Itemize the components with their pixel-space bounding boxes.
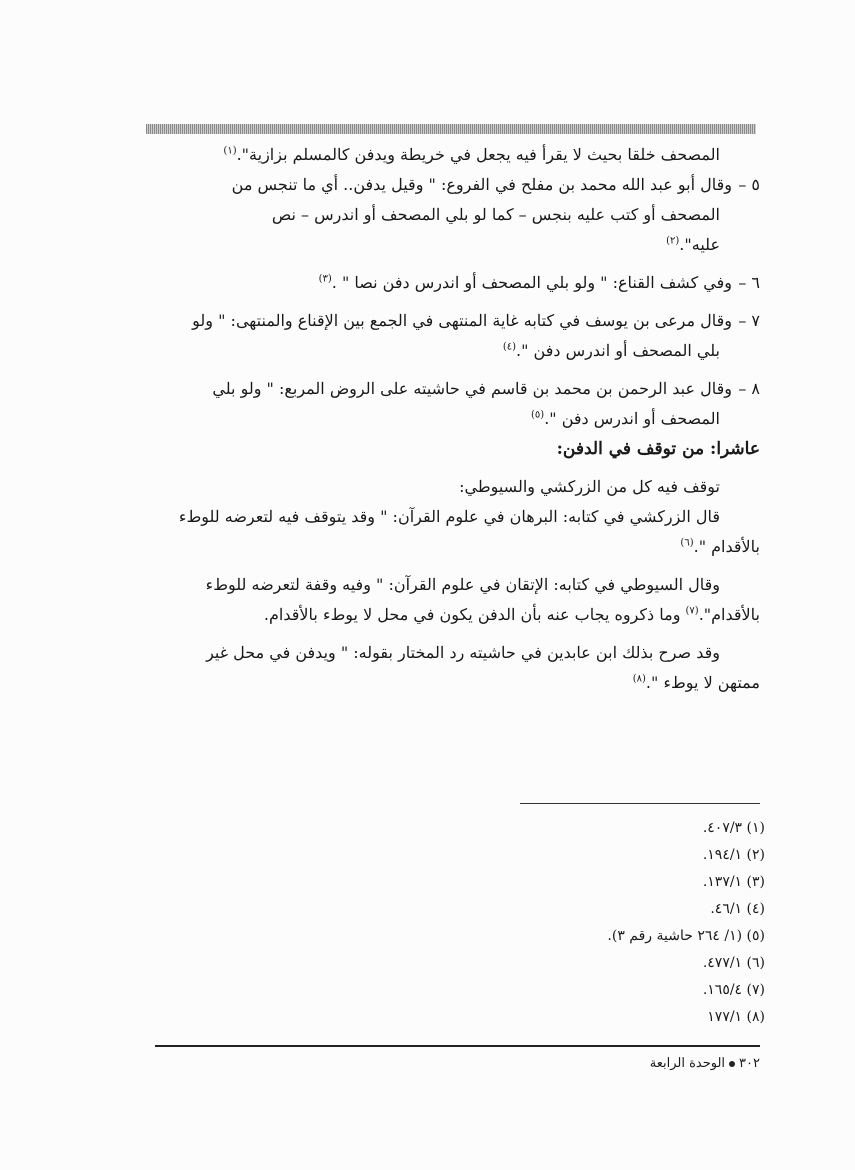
paragraph: قال الزركشي في كتابه: البرهان في علوم القرآن: " وقد يتوقف فيه لتعرضه للوطء [178,507,720,526]
header-band [146,124,756,134]
footnote-ref: (٦) [680,537,694,549]
page-footer [560,1056,760,1071]
item-number: ٦ – [738,273,760,292]
item-5: ٥ –وقال أبو عبد الله محمد بن مفلح في الفروع: " وقيل يدفن.. أي ما تنجس من [140,170,760,200]
item-8-line: المصحف أو اندرس دفن ".$^{(٥)}$ [531,409,720,428]
item-7-line: بلي المصحف أو اندرس دفن ".$^{(٤)}$ [502,341,720,360]
footnotes [420,815,765,1031]
item-5-line: عليه".$^{(٢)}$ [666,235,720,254]
item-number: ٧ – [738,311,760,330]
main-text [140,140,760,698]
item-7: ٧ –وقال مرعى بن يوسف في كتابه غاية المنتهى في الجمع بين الإقناع والمنتهى: " ولو [140,306,760,336]
section-heading: عاشرا: من توقف في الدفن: [556,439,760,459]
paragraph-continuation: المصحف خلقا بحيث لا يقرأ فيه يجعل في خريطة ويدفن كالمسلم بزازية".$^{(١)}$ [223,145,720,164]
paragraph: وقد صرح بذلك ابن عابدين في حاشيته رد المختار بقوله: " ويدفن في محل غير [206,643,720,662]
footnote-separator [520,803,760,804]
paragraph-line: ممتهن لا يوطء ".$^{(٨)}$ [632,673,760,692]
page-number: ٣٠٢ [739,1056,760,1071]
footer-rule [155,1045,760,1047]
footnote-ref: (١) [223,145,237,157]
paragraph: وقال السيوطي في كتابه: الإتقان في علوم القرآن: " وفيه وقفة لتعرضه للوطء [205,575,720,594]
footnote-ref: (٣) [318,273,332,285]
item-8: ٨ –وقال عبد الرحمن بن محمد بن قاسم في حاشيته على الروض المربع: " ولو بلي [140,374,760,404]
item-6: ٦ –وفي كشف القناع: " ولو بلي المصحف أو اندرس دفن نصا " .$^{(٣)}$ [140,268,760,298]
footnote-ref: (٢) [666,235,680,247]
footnote: (٥) (١/ ٢٦٤ حاشية رقم ٣). [607,928,765,944]
paragraph: توقف فيه كل من الزركشي والسيوطي: [459,477,720,496]
footnote: (٨) ١٧٧/١ [707,1009,765,1025]
item-number: ٥ – [738,175,760,194]
item-number: ٨ – [738,379,760,398]
footnote: (٣) ١٣٧/١. [702,874,765,890]
footnote-ref: (٥) [531,409,545,421]
paragraph-line: بالأقدام ".$^{(٦)}$ [680,537,760,556]
bullet-icon [729,1061,735,1067]
footnote-ref: (٤) [502,341,517,353]
footnote: (٧) ١٦٥/٤. [702,982,765,998]
unit-label: الوحدة الرابعة [649,1056,726,1071]
paragraph-line: بالأقدام".$^{(٧)}$ وما ذكروه يجاب عنه بأن الدفن يكون في محل لا يوطء بالأقدام. [263,605,760,624]
footnote: (٢) ١٩٤/١. [702,847,765,863]
footnote-ref: (٨) [632,673,646,685]
footnote: (٦) ٤٧٧/١. [702,955,765,971]
footnote: (٤) ٤٦/١. [710,901,765,917]
item-5-line: المصحف أو كتب عليه بنجس – كما لو بلي المصحف أو اندرس – نص [271,205,720,224]
footnote-ref: (٧) [685,605,699,617]
footnote: (١) ٤٠٧/٣. [702,820,765,836]
